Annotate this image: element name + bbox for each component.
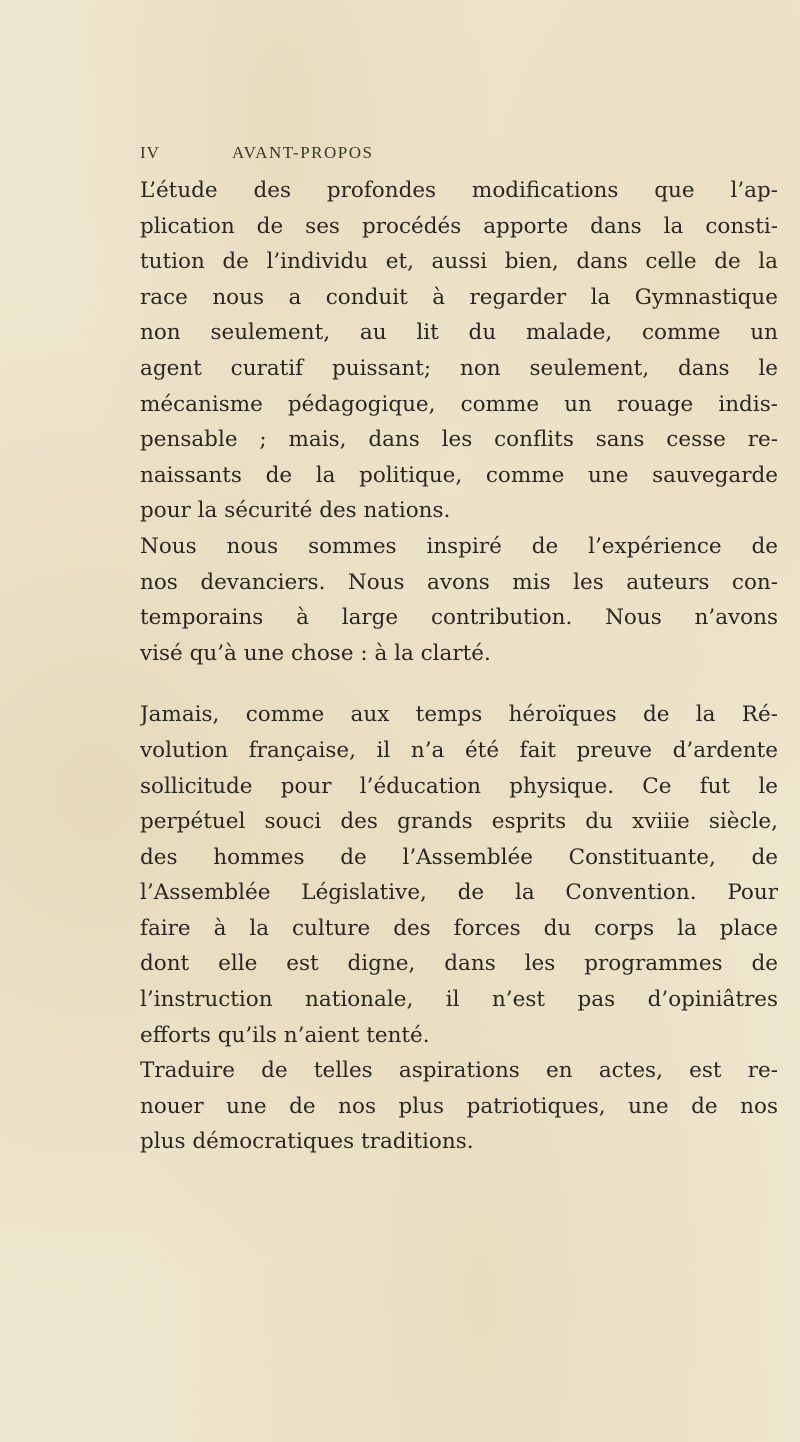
- body-text: [140, 173, 778, 1160]
- text-line: nouer une de nos plus patriotiques, une de nos: [140, 1093, 778, 1119]
- text-line: pensable ; mais, dans les conflits sans cesse re-: [140, 427, 778, 453]
- running-title: AVANT-PROPOS: [232, 143, 374, 162]
- paragraph-3: [140, 697, 778, 1053]
- text-line: des hommes de l’Assemblée Constituante, de: [140, 844, 778, 870]
- text-line: dont elle est digne, dans les programmes de: [140, 951, 778, 977]
- text-line: L’étude des profondes modifications que l’ap-: [140, 178, 778, 203]
- paragraph-2: [140, 529, 778, 671]
- text-line: race nous a conduit à regarder la Gymnastique: [140, 284, 778, 310]
- text-line: agent curatif puissant; non seulement, dans le: [140, 355, 778, 381]
- text-line: plus démocratiques traditions.: [140, 1129, 474, 1155]
- text-line: plication de ses procédés apporte dans la consti-: [140, 213, 778, 239]
- text-line: perpétuel souci des grands esprits du xviiie siècle,: [140, 809, 778, 835]
- paragraph-1: [140, 173, 778, 529]
- text-line: tution de l’individu et, aussi bien, dans celle de la: [140, 249, 778, 275]
- text-line: volution française, il n’a été fait preuve d’ardente: [140, 737, 778, 763]
- text-line: non seulement, au lit du malade, comme un: [140, 320, 778, 346]
- text-line: l’Assemblée Législative, de la Convention. Pour: [140, 880, 778, 906]
- text-line: Nous nous sommes inspiré de l’expérience de: [140, 533, 778, 559]
- text-line: naissants de la politique, comme une sauvegarde: [140, 462, 778, 488]
- text-line: temporains à large contribution. Nous n’avons: [140, 605, 778, 631]
- text-line: sollicitude pour l’éducation physique. Ce fut le: [140, 773, 778, 799]
- text-line: visé qu’à une chose : à la clarté.: [140, 640, 491, 666]
- text-line: Jamais, comme aux temps héroïques de la Ré-: [140, 702, 778, 728]
- text-line: nos devanciers. Nous avons mis les auteurs con-: [140, 569, 778, 595]
- text-line: efforts qu’ils n’aient tenté.: [140, 1022, 430, 1048]
- page-number: IV: [140, 143, 160, 162]
- running-head: [140, 143, 780, 167]
- text-line: Traduire de telles aspirations en actes, est re-: [140, 1058, 778, 1084]
- text-line: faire à la culture des forces du corps la place: [140, 915, 778, 941]
- text-line: l’instruction nationale, il n’est pas d’opiniâtres: [140, 987, 778, 1013]
- paragraph-gap: [140, 671, 778, 697]
- text-line: pour la sécurité des nations.: [140, 498, 451, 524]
- paragraph-4: [140, 1053, 778, 1160]
- text-line: mécanisme pédagogique, comme un rouage indis-: [140, 391, 778, 417]
